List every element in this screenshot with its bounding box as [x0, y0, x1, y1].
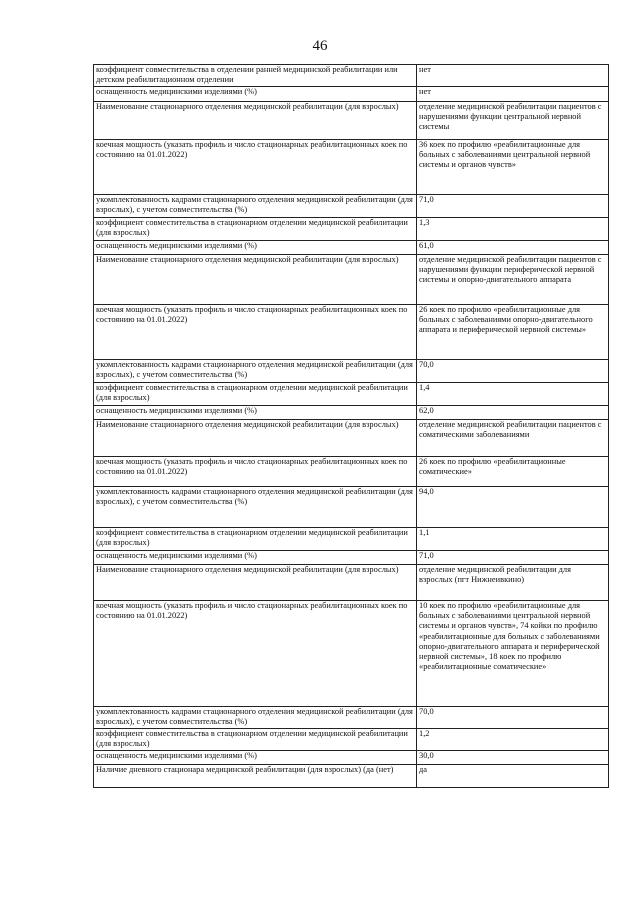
row-value: отделение медицинской реабилитации пациентов с нарушениями функции центральной нервной системы: [417, 102, 609, 140]
row-value: 70,0: [417, 360, 609, 383]
table-row: [94, 528, 609, 551]
table-row: [94, 765, 609, 788]
row-label: оснащенность медицинскими изделиями (%): [94, 751, 417, 765]
table-row: [94, 420, 609, 457]
table-row: [94, 305, 609, 360]
page-number: 46: [312, 38, 328, 54]
row-label: коечная мощность (указать профиль и число стационарных реабилитационных коек по состоянию на 01.01.2022): [94, 305, 417, 360]
row-value: нет: [417, 65, 609, 87]
table-row: [94, 729, 609, 751]
row-value: 26 коек по профилю «реабилитационные соматические»: [417, 457, 609, 487]
row-value: 26 коек по профилю «реабилитационные для больных с заболеваниями опорно-двигательного аппарата и периферической нервной системы»: [417, 305, 609, 360]
table-row: [94, 457, 609, 487]
row-label: укомплектованность кадрами стационарного отделения медицинской реабилитации (для взрослых), с учетом совместительства (%): [94, 487, 417, 528]
row-value: 62,0: [417, 406, 609, 420]
row-value: 1,4: [417, 383, 609, 406]
row-label: Наименование стационарного отделения медицинской реабилитации (для взрослых): [94, 102, 417, 140]
table-row: [94, 65, 609, 87]
row-label: укомплектованность кадрами стационарного отделения медицинской реабилитации (для взрослых), с учетом совместительства (%): [94, 707, 417, 729]
row-label: коэффициент совместительства в стационарном отделении медицинской реабилитации (для взрослых): [94, 528, 417, 551]
row-label: коечная мощность (указать профиль и число стационарных реабилитационных коек по состоянию на 01.01.2022): [94, 601, 417, 707]
rehabilitation-table: [93, 64, 609, 788]
table-row: [94, 707, 609, 729]
row-value: 70,0: [417, 707, 609, 729]
row-label: Наименование стационарного отделения медицинской реабилитации (для взрослых): [94, 255, 417, 305]
row-value: 94,0: [417, 487, 609, 528]
table-row: [94, 195, 609, 218]
row-value: нет: [417, 87, 609, 102]
table-row: [94, 241, 609, 255]
row-value: 71,0: [417, 195, 609, 218]
row-label: коэффициент совместительства в стационарном отделении медицинской реабилитации (для взрослых): [94, 729, 417, 751]
row-value: 36 коек по профилю «реабилитационные для больных с заболеваниями центральной нервной системы и органов чувств»: [417, 140, 609, 195]
row-label: оснащенность медицинскими изделиями (%): [94, 87, 417, 102]
row-value: 1,3: [417, 218, 609, 241]
row-label: коэффициент совместительства в стационарном отделении медицинской реабилитации (для взрослых): [94, 218, 417, 241]
table-row: [94, 406, 609, 420]
row-label: оснащенность медицинскими изделиями (%): [94, 241, 417, 255]
row-label: оснащенность медицинскими изделиями (%): [94, 551, 417, 565]
table-row: [94, 360, 609, 383]
row-value: 30,0: [417, 751, 609, 765]
row-label: коечная мощность (указать профиль и число стационарных реабилитационных коек по состоянию на 01.01.2022): [94, 457, 417, 487]
row-value: 61,0: [417, 241, 609, 255]
row-label: Наименование стационарного отделения медицинской реабилитации (для взрослых): [94, 565, 417, 601]
table-row: [94, 551, 609, 565]
row-value: 71,0: [417, 551, 609, 565]
table-row: [94, 565, 609, 601]
row-label: коечная мощность (указать профиль и число стационарных реабилитационных коек по состоянию на 01.01.2022): [94, 140, 417, 195]
row-label: Наименование стационарного отделения медицинской реабилитации (для взрослых): [94, 420, 417, 457]
table-row: [94, 218, 609, 241]
row-label: оснащенность медицинскими изделиями (%): [94, 406, 417, 420]
row-label: укомплектованность кадрами стационарного отделения медицинской реабилитации (для взрослых), с учетом совместительства (%): [94, 360, 417, 383]
row-label: коэффициент совместительства в стационарном отделении медицинской реабилитации (для взрослых): [94, 383, 417, 406]
table-row: [94, 102, 609, 140]
table-row: [94, 255, 609, 305]
row-value: да: [417, 765, 609, 788]
row-value: отделение медицинской реабилитации для взрослых (пгт Нижнеивкино): [417, 565, 609, 601]
row-value: отделение медицинской реабилитации пациентов с нарушениями функции периферической нервной системы и опорно-двигательного аппарата: [417, 255, 609, 305]
table-row: [94, 751, 609, 765]
row-label: укомплектованность кадрами стационарного отделения медицинской реабилитации (для взрослых), с учетом совместительства (%): [94, 195, 417, 218]
table-row: [94, 487, 609, 528]
row-value: 1,1: [417, 528, 609, 551]
table-row: [94, 140, 609, 195]
table-row: [94, 87, 609, 102]
row-value: отделение медицинской реабилитации пациентов с соматическими заболеваниями: [417, 420, 609, 457]
table-row: [94, 601, 609, 707]
row-label: коэффициент совместительства в отделении ранней медицинской реабилитации или детском реабилитационном отделении: [94, 65, 417, 87]
row-value: 1,2: [417, 729, 609, 751]
table-row: [94, 383, 609, 406]
row-value: 10 коек по профилю «реабилитационные для больных с заболеваниями центральной нервной системы и органов чувств», 74 койки по профилю «реабилитационные для больных с заболеваниями опорно-двигательного аппарата и периферической нервной системы», 18 коек по профилю «реабилитационные соматические»: [417, 601, 609, 707]
row-label: Наличие дневного стационара медицинской реабилитации (для взрослых) (да (нет): [94, 765, 417, 788]
